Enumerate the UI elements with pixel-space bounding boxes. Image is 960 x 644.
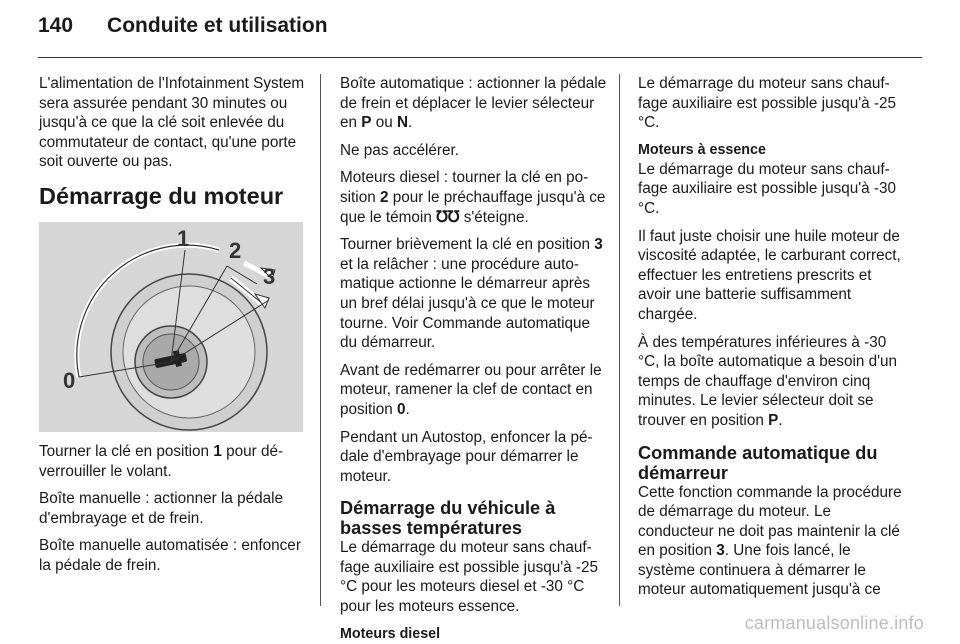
paragraph: Pendant un Autostop, enfoncer la pédale d'embrayage pour démarrer le moteur.: [340, 428, 593, 485]
paragraph: À des températures inférieures à -30 °C, la boîte automatique a besoin d'un temps de chauffage d'environ cinq minutes. Le levier sélecteur doit se trouver en position P.: [638, 333, 898, 429]
paragraph: Cette fonction commande la procédure de démarrage du moteur. Le conducteur ne doit pas maintenir la clé en position 3. Une fois lancé, le système continuera à démarrer le moteur automatiquement jusqu'à ce: [638, 483, 902, 599]
subheading: Moteurs diesel: [340, 625, 441, 642]
column-1: [39, 74, 307, 584]
watermark: carmanualsonline.info: [744, 613, 924, 633]
header-divider: [38, 57, 922, 58]
paragraph: Moteurs diesel : tourner la clé en position 2 pour le préchauffage jusqu'à ce que le témoin ℧℧ s'éteigne.: [340, 169, 606, 226]
page-title: Conduite et utilisation: [107, 14, 328, 37]
subheading: Moteurs à essence: [638, 141, 766, 158]
column-divider: [619, 74, 620, 606]
section-heading: Commande automatique du démarreur: [638, 442, 878, 483]
paragraph: Tourner brièvement la clé en position 3 et la relâcher : une procédure automatique actionne le démarreur après un bref délai jusqu'à ce que le moteur tourne. Voir Commande automatique du démarreur.: [340, 236, 603, 352]
position-label-1: 1: [177, 225, 190, 251]
preheating-indicator-icon: ℧℧: [436, 208, 460, 226]
position-label-2: 2: [229, 237, 242, 263]
paragraph: Boîte manuelle : actionner la pédale d'embrayage et de frein.: [39, 490, 284, 527]
paragraph: Il faut juste choisir une huile moteur de viscosité adaptée, le carburant correct, effectuer les entretiens prescrits et avoir une batterie suffisamment chargée.: [638, 227, 901, 323]
paragraph: L'alimentation de l'Infotainment System sera assurée pendant 30 minutes ou jusqu'à ce que la clé soit enlevée du commutateur de contact, qu'une porte soit ouverte ou pas.: [39, 75, 305, 171]
position-label-0: 0: [63, 367, 76, 393]
paragraph: Le démarrage du moteur sans chauffage auxiliaire est possible jusqu'à -30 °C.: [638, 160, 897, 217]
page-header: [38, 14, 328, 44]
position-label-3: 3: [263, 263, 276, 289]
page-number: 140: [38, 14, 74, 37]
paragraph: Ne pas accélérer.: [340, 141, 460, 159]
section-heading: Démarrage du moteur: [39, 182, 284, 209]
paragraph: Avant de redémarrer ou pour arrêter le moteur, ramener la clef de contact en position 0.: [340, 361, 602, 418]
column-2: [340, 74, 608, 644]
ignition-switch-illustration: [39, 222, 303, 432]
paragraph: Tourner la clé en position 1 pour déverrouiller le volant.: [39, 442, 284, 480]
paragraph: Boîte manuelle automatisée : enfoncer la pédale de frein.: [39, 537, 301, 574]
paragraph: Boîte automatique : actionner la pédale de frein et déplacer le levier sélecteur en P ou N.: [340, 75, 607, 132]
paragraph: Le démarrage du moteur sans chauffage auxiliaire est possible jusqu'à -25 °C.: [638, 75, 897, 132]
column-divider: [320, 74, 321, 606]
paragraph: Le démarrage du moteur sans chauffage auxiliaire est possible jusqu'à -25 °C pour les moteurs diesel et -30 °C pour les moteurs essence.: [340, 539, 599, 616]
column-3: [638, 74, 906, 608]
section-heading: Démarrage du véhicule à basses températures: [340, 498, 556, 539]
